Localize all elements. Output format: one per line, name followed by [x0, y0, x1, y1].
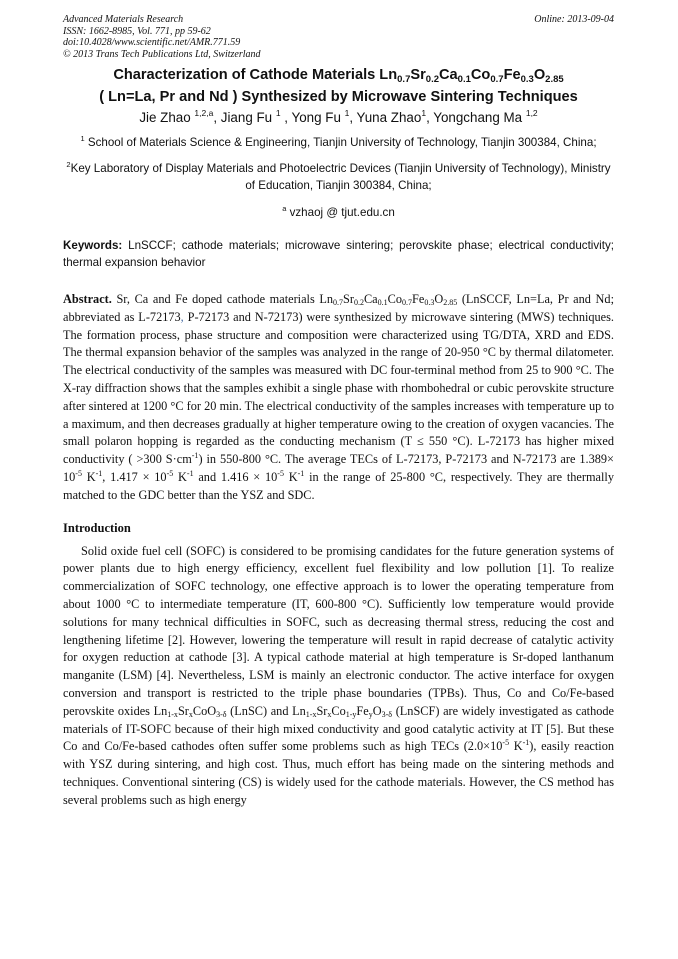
author-list: Jie Zhao $^{1,2,a}$, Jiang Fu $^1$ , Yong Fu $^1$, Yuna Zhao$^1$, Yongchang Ma $^{1,2}$	[139, 108, 538, 125]
paper-title	[63, 64, 614, 108]
introduction-paragraph: Solid oxide fuel cell (SOFC) is considered to be promising candidates for the future generation systems of power plants due to high energy efficiency, excellent fuel flexibility and low pollution [1]. To realize commercialization of SOFC technology, one effective approach is to lower the operating temperature from about 1000 °C to intermediate temperature (IT, 600-800 °C). Sufficiently low temperature would provide solutions for many technical difficulties in SOFC, such as decreasing thermal stress, reducing the cost and lengthening lifetime [2]. However, lowering the temperature will result in rapid decrease of catalytic activity for oxygen reduction at cathode [3]. A typical cathode material at high temperature is Sr-doped lanthanum manganite (LSM) [4]. Nevertheless, LSM is mainly an electronic conductor. The active interface for oxygen conversion and transport is restricted to the triple phase boundaries (TPBs). Thus, Co and Co/Fe-based perovskite oxides $Ln_{1-x}Sr_xCoO_{3-\delta}$ (LnSC) and $Ln_{1-x}Sr_xCo_{1-y}Fe_yO_{3-\delta}$ (LnSCF) are widely investigated as cathode materials of IT-SOFC because of their high mixed conductivity and good catalytic activity at IT [5]. But these Co and Co/Fe-based cathodes often suffer some problems such as high TECs ($2.0\times 10^{-5}$ $K^{-1}$), easily reaction with YSZ during sintering, and high cost. Thus, much effort has being made on the sintering methods and techniques. Conventional sintering (CS) is widely used for the cathode materials. However, the CS method has several problems such as high energy	[63, 543, 614, 807]
issn-line: ISSN: 1662-8985, Vol. 771, pp 59-62	[63, 25, 211, 37]
title-line-1: Characterization of Cathode Materials $Ln_{0.7}Sr_{0.2}Ca_{0.1}Co_{0.7}Fe_{0.3}O_{2.85}$	[113, 67, 564, 85]
author-name: , Yuna Zhao	[349, 110, 422, 125]
author-name: Jie Zhao	[139, 110, 195, 125]
abstract-link-comma: ,	[180, 309, 184, 324]
copyright-line: © 2013 Trans Tech Publications Ltd, Switzerland	[63, 48, 261, 60]
introduction-heading: Introduction	[63, 520, 131, 535]
author-name: , Yong Fu	[280, 110, 345, 125]
affiliation-2: $^2$Key Laboratory of Display Materials and Photoelectric Devices (Tianjin University of Technology), Ministry of Education, Tianjin 300384, China;	[66, 160, 611, 192]
doi-line: doi:10.4028/www.scientific.net/AMR.771.59	[63, 37, 241, 48]
keywords-block	[63, 237, 614, 271]
keywords-text: LnSCCF; cathode materials; microwave sintering; perovskite phase; electrical conductivity; thermal expansion behavior	[63, 239, 614, 269]
running-header	[63, 14, 614, 60]
author-name: , Yongchang Ma	[426, 110, 526, 125]
paper-page	[63, 14, 614, 810]
keywords-label: Keywords:	[63, 239, 123, 252]
journal-name: Advanced Materials Research	[63, 14, 184, 25]
abstract-label: Abstract.	[63, 292, 112, 306]
title-line-2: ( Ln=La, Pr and Nd ) Synthesized by Microwave Sintering Techniques	[99, 89, 578, 105]
online-date: Online: 2013-09-04	[534, 14, 614, 25]
corresponding-email[interactable]: $^a$ vzhaoj @ tjut.edu.cn	[282, 204, 395, 219]
author-name: , Jiang Fu	[213, 110, 276, 125]
abstract-block: Abstract. Sr, Ca and Fe doped cathode materials $Ln_{0.7}Sr_{0.2}Ca_{0.1}Co_{0.7}Fe_{0.3}O_{2.85}$ (LnSCCF, Ln=La, Pr and Nd; abbreviated as L-72173, P-72173 and N-72173) were synthesized by microwave sintering (MWS) techniques. The formation process, phase structure and composition were characterized using TG/DTA, XRD and EDS. The thermal expansion behavior of the samples was analyzed in the range of 20-950 °C by thermal dilatometer. The electrical conductivity of the samples was measured with DC four-terminal method from 25 to 900 °C. The X-ray diffraction shows that the samples exhibit a single phase with rhombohedral or cubic perovskite structure after sintered at 1200 °C for 20 min. The electrical conductivity of the samples increases with temperature up to a maximum, and then decreases gradually at higher temperature owing to the creation of oxygen vacancies. The small polaron hopping is regarded as the conducting mechanism (T ≤ 550 °C). L-72173 has higher mixed conductivity ( >300 $S\cdot cm^{-1}$) in 550-800 °C. The average TECs of L-72173, P-72173 and N-72173 are $1.389\times 10^{-5}$ $K^{-1}$, $1.417 \times 10^{-5}$ $K^{-1}$ and $1.416 \times 10^{-5}$ $K^{-1}$ in the range of 25-800 °C, respectively. They are thermally matched to the GDC better than the YSZ and SDC.	[63, 292, 614, 502]
affiliation-1: $^1$ School of Materials Science & Engineering, Tianjin University of Technology, Tianjin 300384, China;	[80, 134, 597, 149]
